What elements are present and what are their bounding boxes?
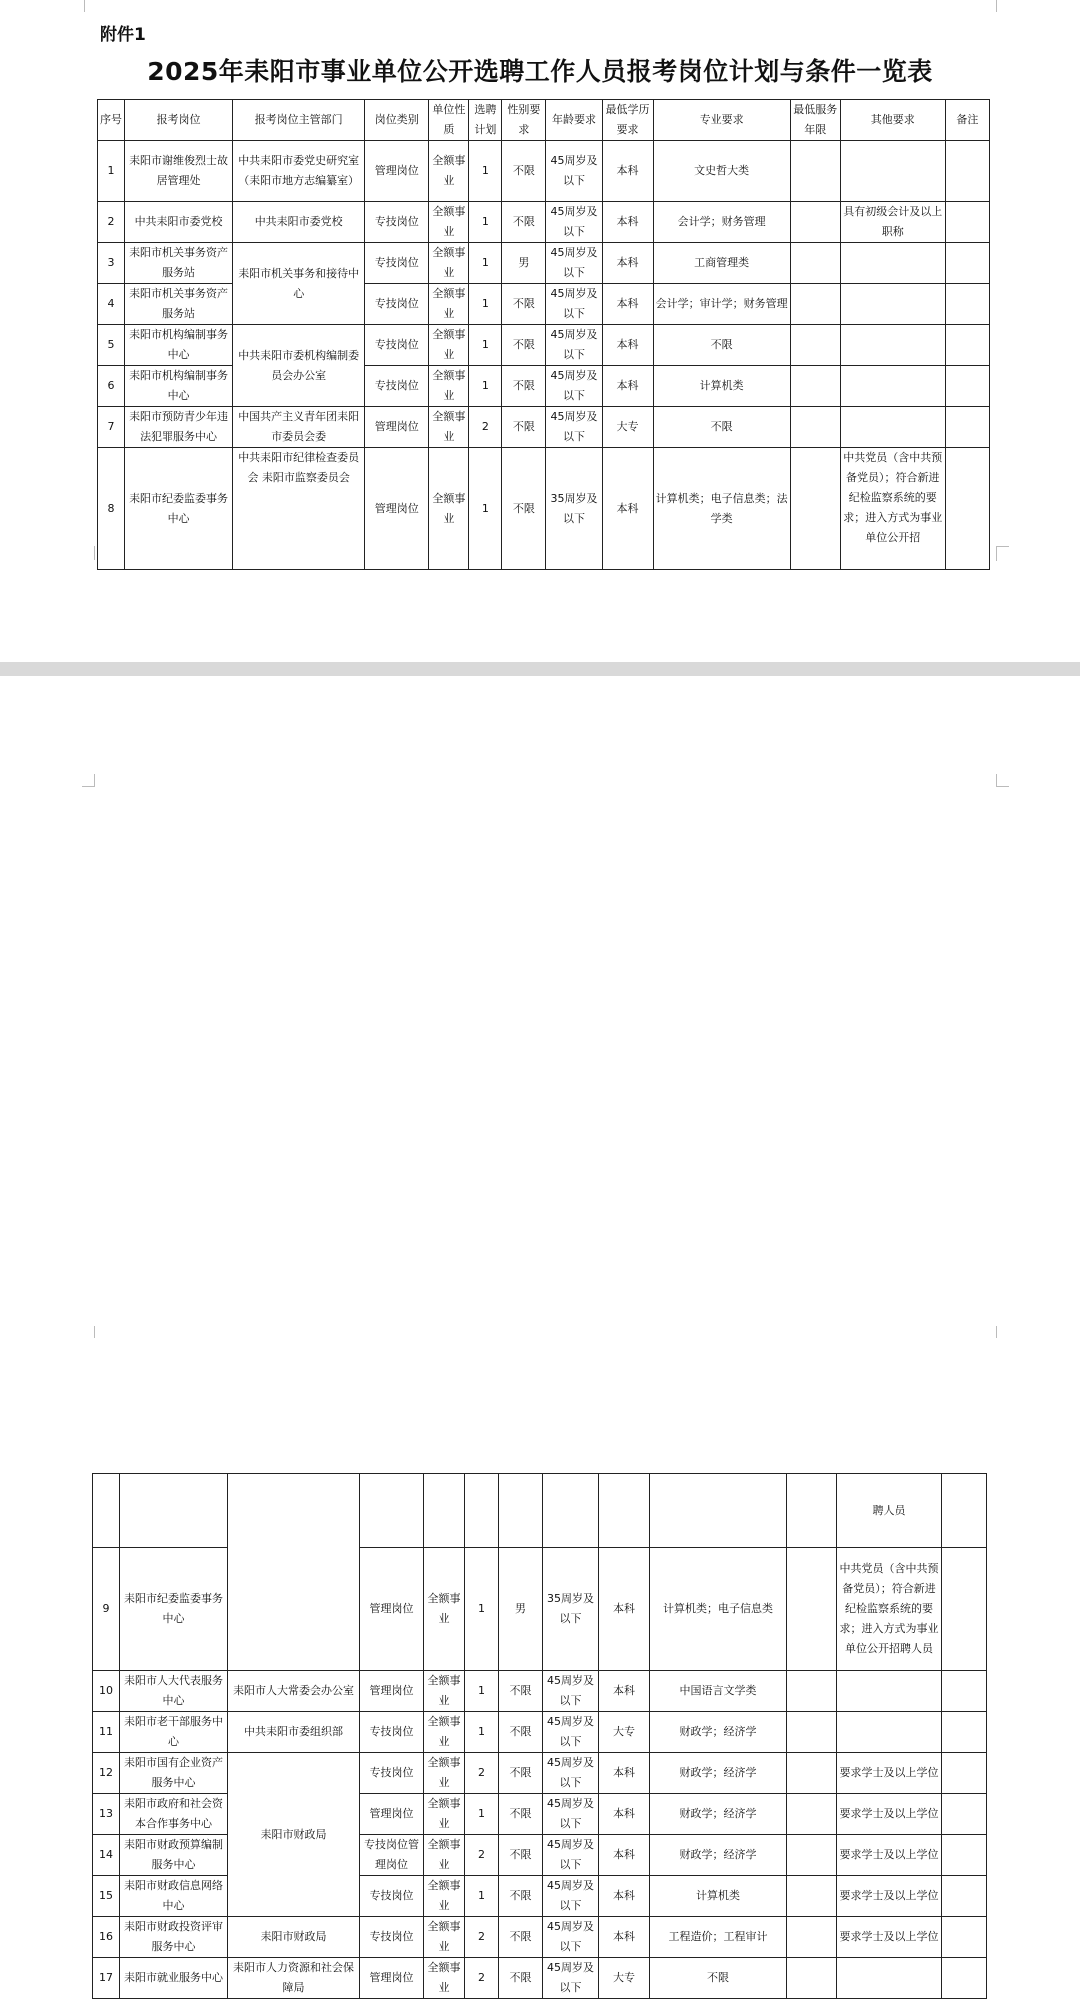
education-requirement: 本科 [599, 1753, 650, 1794]
table-row [93, 1958, 987, 1999]
major-requirement: 计算机类；电子信息类 [650, 1548, 787, 1671]
gender-requirement: 不限 [499, 1712, 543, 1753]
unit-type: 全额事业 [429, 448, 469, 570]
table-row-continuation [93, 1474, 987, 1548]
hiring-plan: 1 [469, 448, 502, 570]
header-cell: 序号 [98, 100, 125, 141]
row-number: 5 [98, 325, 125, 366]
header-cell: 备注 [945, 100, 989, 141]
education-requirement: 本科 [602, 202, 653, 243]
post-name: 耒阳市机构编制事务中心 [125, 325, 233, 366]
row-number: 1 [98, 141, 125, 202]
table-row [93, 1548, 987, 1671]
age-requirement: 45周岁及以下 [543, 1835, 599, 1876]
post-name: 耒阳市老干部服务中心 [120, 1712, 228, 1753]
header-cell: 单位性质 [429, 100, 469, 141]
remark [945, 202, 989, 243]
table-row [93, 1794, 987, 1835]
gender-requirement: 不限 [502, 325, 546, 366]
remark [942, 1548, 987, 1671]
table-row [98, 284, 990, 325]
gender-requirement: 不限 [499, 1753, 543, 1794]
major-requirement: 财政学；经济学 [650, 1835, 787, 1876]
post-name: 耒阳市政府和社会资本合作事务中心 [120, 1794, 228, 1835]
service-years [790, 325, 840, 366]
other-requirements: 要求学士及以上学位 [837, 1753, 942, 1794]
gender-requirement: 不限 [502, 407, 546, 448]
post-name: 耒阳市财政投资评审服务中心 [120, 1917, 228, 1958]
education-requirement: 本科 [602, 366, 653, 407]
other-requirements: 要求学士及以上学位 [837, 1835, 942, 1876]
document-page-2 [0, 676, 1080, 1994]
header-cell: 报考岗位 [125, 100, 233, 141]
hiring-plan: 1 [469, 325, 502, 366]
row-number: 8 [98, 448, 125, 570]
hiring-plan: 1 [469, 284, 502, 325]
row-number: 7 [98, 407, 125, 448]
remark [942, 1671, 987, 1712]
row-number: 13 [93, 1794, 120, 1835]
department: 耒阳市人力资源和社会保障局 [228, 1958, 360, 1999]
education-requirement: 本科 [602, 243, 653, 284]
header-cell: 性别要求 [502, 100, 546, 141]
other-requirements: 中共党员（含中共预备党员）；符合新进纪检监察系统的要求；进入方式为事业单位公开招聘人员 [837, 1548, 942, 1671]
post-category: 专技岗位 [365, 325, 429, 366]
other-requirements [840, 141, 945, 202]
education-requirement: 本科 [599, 1835, 650, 1876]
post-name: 中共耒阳市委党校 [125, 202, 233, 243]
post-category: 管理岗位 [360, 1671, 424, 1712]
remark [945, 141, 989, 202]
age-requirement: 45周岁及以下 [543, 1958, 599, 1999]
education-requirement: 本科 [602, 325, 653, 366]
table-row [98, 243, 990, 284]
service-years [790, 141, 840, 202]
department: 中共耒阳市委机构编制委员会办公室 [233, 325, 365, 407]
header-cell: 最低服务年限 [790, 100, 840, 141]
major-requirement: 财政学；经济学 [650, 1794, 787, 1835]
table-row [93, 1917, 987, 1958]
department: 耒阳市人大常委会办公室 [228, 1671, 360, 1712]
table-row [98, 407, 990, 448]
remark [942, 1917, 987, 1958]
education-requirement: 本科 [599, 1876, 650, 1917]
age-requirement: 45周岁及以下 [543, 1876, 599, 1917]
education-requirement: 本科 [599, 1794, 650, 1835]
table-row [93, 1753, 987, 1794]
service-years [787, 1794, 837, 1835]
header-cell: 报考岗位主管部门 [233, 100, 365, 141]
hiring-plan: 1 [469, 202, 502, 243]
table-row [93, 1876, 987, 1917]
post-name: 耒阳市机关事务资产服务站 [125, 243, 233, 284]
education-requirement: 大专 [599, 1958, 650, 1999]
unit-type: 全额事业 [429, 325, 469, 366]
department: 耒阳市财政局 [228, 1917, 360, 1958]
education-requirement: 本科 [599, 1548, 650, 1671]
row-number: 15 [93, 1876, 120, 1917]
post-category: 专技岗位 [365, 284, 429, 325]
department: 中共耒阳市委党史研究室（耒阳市地方志编纂室） [233, 141, 365, 202]
other-requirements [840, 284, 945, 325]
post-name: 耒阳市人大代表服务中心 [120, 1671, 228, 1712]
hiring-plan: 2 [469, 407, 502, 448]
table-row [98, 141, 990, 202]
post-category: 管理岗位 [360, 1958, 424, 1999]
header-cell: 年龄要求 [546, 100, 602, 141]
table-row [98, 366, 990, 407]
post-name: 耒阳市财政信息网络中心 [120, 1876, 228, 1917]
row-number: 3 [98, 243, 125, 284]
unit-type: 全额事业 [424, 1917, 465, 1958]
gender-requirement: 不限 [502, 202, 546, 243]
post-category: 专技岗位 [360, 1917, 424, 1958]
education-requirement: 本科 [602, 141, 653, 202]
age-requirement: 35周岁及以下 [543, 1548, 599, 1671]
service-years [790, 366, 840, 407]
service-years [787, 1958, 837, 1999]
service-years [790, 407, 840, 448]
row-number: 17 [93, 1958, 120, 1999]
service-years [787, 1712, 837, 1753]
education-requirement: 本科 [599, 1671, 650, 1712]
unit-type: 全额事业 [424, 1876, 465, 1917]
unit-type: 全额事业 [424, 1958, 465, 1999]
department: 中共耒阳市委组织部 [228, 1712, 360, 1753]
department: 中共耒阳市委党校 [233, 202, 365, 243]
gender-requirement: 男 [502, 243, 546, 284]
unit-type: 全额事业 [429, 284, 469, 325]
post-name: 耒阳市国有企业资产服务中心 [120, 1753, 228, 1794]
post-name: 耒阳市纪委监委事务中心 [120, 1548, 228, 1671]
age-requirement: 45周岁及以下 [546, 407, 602, 448]
post-category: 专技岗位 [365, 243, 429, 284]
table-row [98, 448, 990, 570]
table-header-row [98, 100, 990, 141]
age-requirement: 45周岁及以下 [546, 325, 602, 366]
post-category: 管理岗位 [360, 1794, 424, 1835]
post-category: 管理岗位 [365, 448, 429, 570]
row-number: 12 [93, 1753, 120, 1794]
gender-requirement: 不限 [499, 1876, 543, 1917]
service-years [787, 1548, 837, 1671]
hiring-plan: 1 [469, 141, 502, 202]
service-years [790, 202, 840, 243]
remark [945, 407, 989, 448]
gender-requirement: 不限 [502, 141, 546, 202]
table-row [93, 1712, 987, 1753]
remark [945, 325, 989, 366]
major-requirement: 会计学；审计学；财务管理 [653, 284, 790, 325]
department: 耒阳市财政局 [228, 1753, 360, 1917]
age-requirement: 45周岁及以下 [543, 1794, 599, 1835]
department: 中共耒阳市纪律检查委员会 耒阳市监察委员会 [233, 448, 365, 570]
education-requirement: 本科 [602, 448, 653, 570]
unit-type: 全额事业 [424, 1794, 465, 1835]
major-requirement: 不限 [653, 325, 790, 366]
row-number: 6 [98, 366, 125, 407]
post-name: 耒阳市机构编制事务中心 [125, 366, 233, 407]
header-cell: 专业要求 [653, 100, 790, 141]
post-name: 耒阳市就业服务中心 [120, 1958, 228, 1999]
gender-requirement: 不限 [499, 1671, 543, 1712]
post-name: 耒阳市谢维俊烈士故居管理处 [125, 141, 233, 202]
hiring-plan: 1 [465, 1794, 499, 1835]
unit-type: 全额事业 [424, 1835, 465, 1876]
other-requirements: 中共党员（含中共预备党员）；符合新进纪检监察系统的要求；进入方式为事业单位公开招 [840, 448, 945, 570]
remark [945, 366, 989, 407]
unit-type: 全额事业 [424, 1753, 465, 1794]
hiring-plan: 1 [465, 1876, 499, 1917]
other-requirements: 具有初级会计及以上职称 [840, 202, 945, 243]
header-cell: 岗位类别 [365, 100, 429, 141]
hiring-plan: 1 [465, 1548, 499, 1671]
other-requirements [840, 407, 945, 448]
age-requirement: 45周岁及以下 [546, 366, 602, 407]
row-number: 10 [93, 1671, 120, 1712]
education-requirement: 大专 [602, 407, 653, 448]
page-separator [0, 662, 1080, 676]
gender-requirement: 不限 [502, 448, 546, 570]
unit-type: 全额事业 [429, 407, 469, 448]
unit-type: 全额事业 [424, 1712, 465, 1753]
major-requirement: 计算机类 [650, 1876, 787, 1917]
age-requirement: 35周岁及以下 [546, 448, 602, 570]
education-requirement: 大专 [599, 1712, 650, 1753]
department: 耒阳市机关事务和接待中心 [233, 243, 365, 325]
hiring-plan: 1 [465, 1671, 499, 1712]
unit-type: 全额事业 [429, 243, 469, 284]
other-requirements [840, 243, 945, 284]
major-requirement: 计算机类；电子信息类；法学类 [653, 448, 790, 570]
service-years [787, 1835, 837, 1876]
row-number: 9 [93, 1548, 120, 1671]
unit-type: 全额事业 [424, 1548, 465, 1671]
major-requirement: 计算机类 [653, 366, 790, 407]
education-requirement: 本科 [602, 284, 653, 325]
header-cell: 其他要求 [840, 100, 945, 141]
hiring-plan: 2 [465, 1753, 499, 1794]
other-requirements [840, 325, 945, 366]
post-category: 管理岗位 [360, 1548, 424, 1671]
remark [942, 1753, 987, 1794]
remark [945, 243, 989, 284]
other-requirements [837, 1958, 942, 1999]
row-number: 11 [93, 1712, 120, 1753]
hiring-plan: 2 [465, 1958, 499, 1999]
major-requirement: 文史哲大类 [653, 141, 790, 202]
major-requirement: 工商管理类 [653, 243, 790, 284]
remark [942, 1712, 987, 1753]
gender-requirement: 不限 [499, 1794, 543, 1835]
document-title: 2025年耒阳市事业单位公开选聘工作人员报考岗位计划与条件一览表 [147, 57, 933, 86]
post-name: 耒阳市纪委监委事务中心 [125, 448, 233, 570]
post-category: 专技岗位 [360, 1876, 424, 1917]
remark [942, 1876, 987, 1917]
service-years [787, 1876, 837, 1917]
post-name: 耒阳市预防青少年违法犯罪服务中心 [125, 407, 233, 448]
major-requirement: 中国语言文学类 [650, 1671, 787, 1712]
header-cell: 最低学历要求 [602, 100, 653, 141]
row-number: 14 [93, 1835, 120, 1876]
gender-requirement: 不限 [499, 1958, 543, 1999]
post-category: 专技岗位 [360, 1712, 424, 1753]
major-requirement: 工程造价；工程审计 [650, 1917, 787, 1958]
gender-requirement: 不限 [499, 1917, 543, 1958]
positions-table-part-2 [92, 1473, 987, 1999]
other-requirements: 要求学士及以上学位 [837, 1917, 942, 1958]
service-years [790, 243, 840, 284]
hiring-plan: 1 [469, 366, 502, 407]
age-requirement: 45周岁及以下 [546, 243, 602, 284]
age-requirement: 45周岁及以下 [546, 284, 602, 325]
unit-type: 全额事业 [429, 366, 469, 407]
post-category: 管理岗位 [365, 141, 429, 202]
gender-requirement: 不限 [502, 284, 546, 325]
other-requirements-continued: 聘人员 [837, 1474, 942, 1548]
service-years [787, 1671, 837, 1712]
age-requirement: 45周岁及以下 [543, 1917, 599, 1958]
document-page-1 [0, 0, 1080, 662]
major-requirement: 不限 [653, 407, 790, 448]
service-years [790, 448, 840, 570]
post-name: 耒阳市财政预算编制服务中心 [120, 1835, 228, 1876]
header-cell: 选聘计划 [469, 100, 502, 141]
unit-type: 全额事业 [424, 1671, 465, 1712]
age-requirement: 45周岁及以下 [543, 1753, 599, 1794]
remark [942, 1835, 987, 1876]
other-requirements: 要求学士及以上学位 [837, 1794, 942, 1835]
row-number: 16 [93, 1917, 120, 1958]
major-requirement: 会计学；财务管理 [653, 202, 790, 243]
major-requirement: 财政学；经济学 [650, 1753, 787, 1794]
remark [945, 448, 989, 570]
table-row [93, 1835, 987, 1876]
unit-type: 全额事业 [429, 202, 469, 243]
service-years [790, 284, 840, 325]
table-row [98, 202, 990, 243]
other-requirements [837, 1712, 942, 1753]
unit-type: 全额事业 [429, 141, 469, 202]
service-years [787, 1753, 837, 1794]
age-requirement: 45周岁及以下 [546, 202, 602, 243]
service-years [787, 1917, 837, 1958]
hiring-plan: 1 [469, 243, 502, 284]
department: 中国共产主义青年团耒阳市委员会委 [233, 407, 365, 448]
row-number: 4 [98, 284, 125, 325]
table-row [98, 325, 990, 366]
post-category: 专技岗位 [360, 1753, 424, 1794]
positions-table-part-1 [97, 99, 990, 570]
gender-requirement: 男 [499, 1548, 543, 1671]
major-requirement: 财政学；经济学 [650, 1712, 787, 1753]
age-requirement: 45周岁及以下 [543, 1671, 599, 1712]
age-requirement: 45周岁及以下 [546, 141, 602, 202]
hiring-plan: 2 [465, 1835, 499, 1876]
other-requirements [837, 1671, 942, 1712]
table-row [93, 1671, 987, 1712]
post-name: 耒阳市机关事务资产服务站 [125, 284, 233, 325]
remark [942, 1958, 987, 1999]
hiring-plan: 1 [465, 1712, 499, 1753]
post-category: 专技岗位 [365, 202, 429, 243]
post-category: 管理岗位 [365, 407, 429, 448]
education-requirement: 本科 [599, 1917, 650, 1958]
post-category: 专技岗位管理岗位 [360, 1835, 424, 1876]
remark [942, 1794, 987, 1835]
other-requirements: 要求学士及以上学位 [837, 1876, 942, 1917]
other-requirements [840, 366, 945, 407]
remark [945, 284, 989, 325]
gender-requirement: 不限 [502, 366, 546, 407]
row-number: 2 [98, 202, 125, 243]
major-requirement: 不限 [650, 1958, 787, 1999]
post-category: 专技岗位 [365, 366, 429, 407]
annex-label: 附件1 [100, 25, 146, 45]
hiring-plan: 2 [465, 1917, 499, 1958]
gender-requirement: 不限 [499, 1835, 543, 1876]
age-requirement: 45周岁及以下 [543, 1712, 599, 1753]
